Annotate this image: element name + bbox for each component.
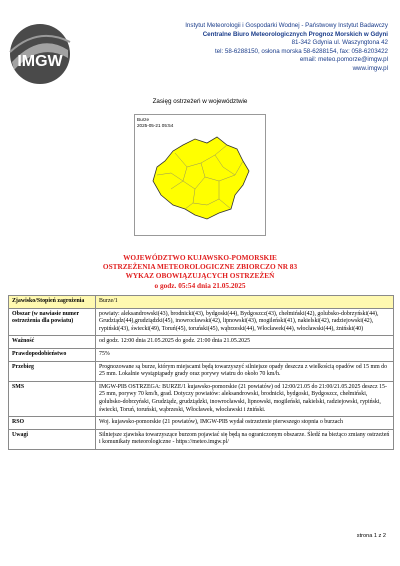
row-label-phenomenon: Zjawisko/Stopień zagrożenia: [9, 296, 96, 309]
table-row: [9, 429, 394, 449]
warning-title-list: WYKAZ OBOWIĄZUJĄCYCH OSTRZEŻEŃ: [125, 271, 275, 281]
map-caption: [137, 117, 173, 128]
warning-title-number: OSTRZEŻENIA METEOROLOGICZNE ZBIORCZO NR 83: [102, 262, 298, 272]
table-row: [9, 417, 394, 430]
map-caption-type: Burze: [137, 117, 150, 122]
warning-title-time: o godz. 05:54 dnia 21.05.2025: [154, 280, 246, 290]
row-value-phenomenon: Burze/1: [96, 296, 394, 309]
table-row: [9, 336, 394, 349]
table-row: [9, 296, 394, 309]
region-map: [135, 115, 265, 235]
header-line-www[interactable]: www.imgw.pl: [352, 64, 388, 72]
header-line-street: 81-342 Gdynia ul. Waszyngtona 42: [291, 39, 388, 47]
header-line-bureau: Centralne Biuro Meteorologicznych Prognoz Morskich w Gdyni: [202, 30, 388, 38]
row-value-notes: Silniejsze zjawiska towarzyszące burzom pojawiać się będą na ograniczonym obszarze. Śledź na bieżąco zmiany ostrzeżeń i komunikaty meteorologiczne - https://meteo.imgw.pl/: [96, 429, 394, 449]
table-row: [9, 348, 394, 361]
row-label-rso: RSO: [9, 417, 96, 430]
row-value-area: powiaty: aleksandrowski(43), brodnicki(43), bydgoski(44), Bydgoszcz(43), chełmiński(42), golubsko-dobrzyński(44), Grudziądz(44),grudziądzki(45), inowrocławski(42), lipnowski(43), mogileński(41), nakielski(42), radziejowski(42), rypiński(43), świecki(49), Toruń(45), toruński(45), wąbrzeski(44), Włocławek(44), włocławski(44), żniński(40): [96, 308, 394, 336]
table-row: [9, 308, 394, 336]
row-value-validity: od godz. 12:00 dnia 21.05.2025 do godz. 21:00 dnia 21.05.2025: [96, 336, 394, 349]
warning-title: [0, 253, 400, 290]
row-label-area: Obszar (w nawiasie numer ostrzeżenia dla powiatu): [9, 308, 96, 336]
header-address: [88, 22, 388, 74]
region-voivodeship: [153, 137, 249, 219]
warning-map: [134, 114, 266, 236]
map-caption-time: 2025-05-21 05:54: [137, 122, 174, 128]
header-line-institute: Instytut Meteorologii i Gospodarki Wodnej - Państwowy Instytut Badawczy: [185, 22, 388, 29]
header-line-phone: tel: 58-6288150, osłona morska 58-6288154, fax: 058-6203422: [214, 47, 388, 55]
imgw-logo: [8, 22, 72, 86]
warning-table: [8, 295, 394, 450]
row-label-notes: Uwagi: [9, 429, 96, 449]
row-label-probability: Prawdopodobieństwo: [9, 348, 96, 361]
row-label-course: Przebieg: [9, 361, 96, 381]
table-row: [9, 381, 394, 416]
map-title: Zasięg ostrzeżeń w województwie: [152, 98, 248, 105]
row-label-sms: SMS: [9, 381, 96, 416]
row-label-validity: Ważność: [9, 336, 96, 349]
row-value-probability: 75%: [96, 348, 394, 361]
table-row: [9, 361, 394, 381]
logo-text: IMGW: [17, 53, 63, 70]
header-line-email[interactable]: email: meteo.pomorze@imgw.pl: [299, 56, 388, 64]
row-value-sms: IMGW-PIB OSTRZEGA: BURZE/1 kujawsko-pomorskie (21 powiatów) od 12:00/21.05 do 21:00/21.05.2025 deszcz 15-25 mm, porywy 70 km/h, grad. Dotyczy powiatów: aleksandrowski, brodnicki, bydgoski, Bydgoszcz, chełmiński, golubsko-dobrzyński, Grudziądz, grudziądzki, inowrocławski, lipnowski, mogileński, nakielski, radziejowski, rypiński, świecki, Toruń, toruński, wąbrzeski, Włocławek, włocławski i żniński.: [96, 381, 394, 416]
row-value-rso: Woj. kujawsko-pomorskie (21 powiatów), IMGW-PIB wydał ostrzeżenie pierwszego stopnia o burzach: [96, 417, 394, 430]
warning-title-region: WOJEWÓDZTWO KUJAWSKO-POMORSKIE: [123, 253, 277, 262]
page-number: strona 1 z 2: [356, 533, 386, 539]
row-value-course: Prognozowane są burze, którym miejscami będą towarzyszyć silniejsze opady deszczu z wielkością opadów od 15 mm do 25 mm. Lokalnie wystąpiąpady grady oraz porywy wiatru do około 70 km/h.: [96, 361, 394, 381]
